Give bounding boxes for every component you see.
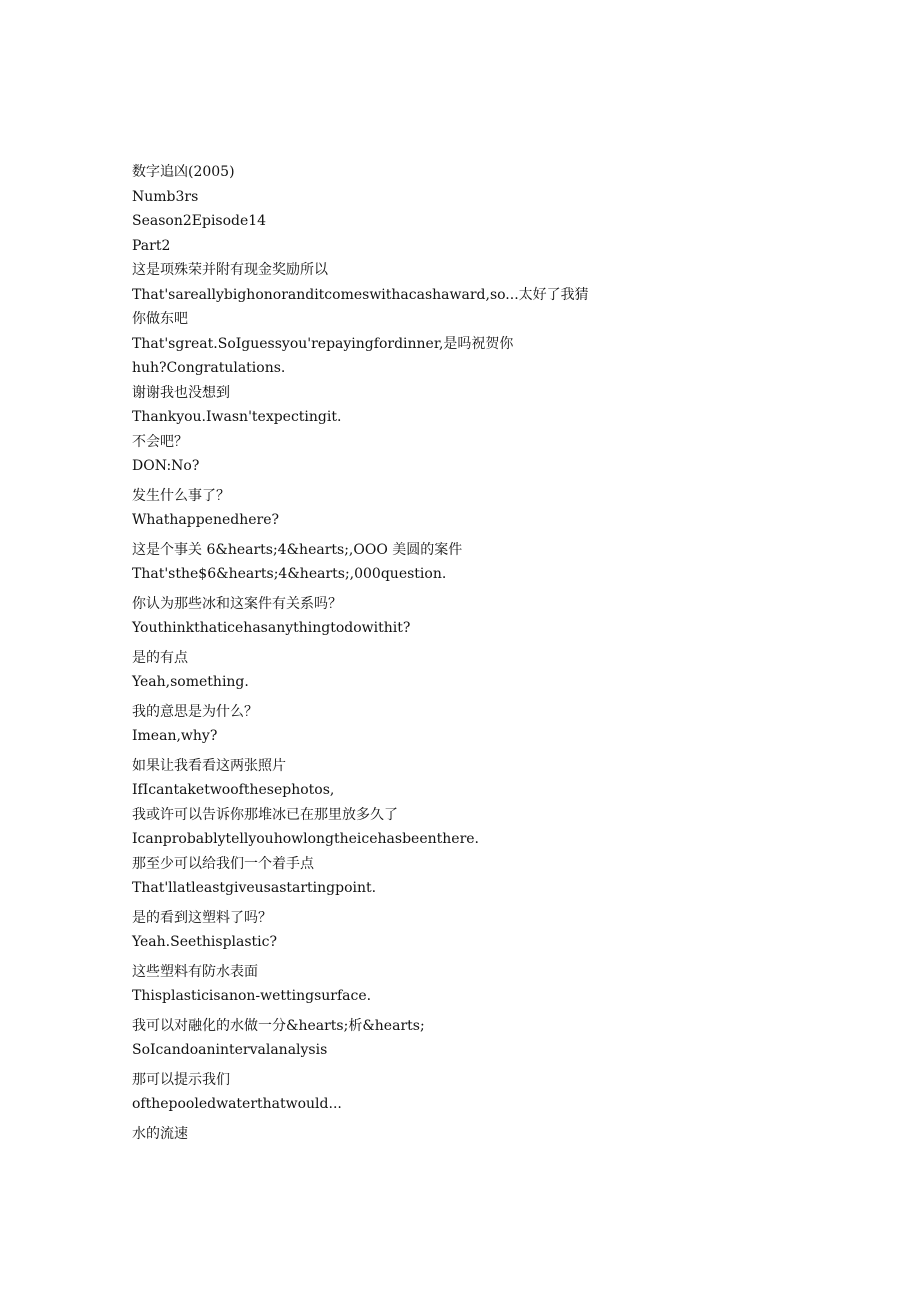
text-line: That'llatleastgiveusastartingpoint.: [132, 880, 377, 896]
text-line: 如果让我看看这两张照片: [132, 757, 286, 774]
text-line: ofthepooledwaterthatwould...: [132, 1096, 342, 1112]
text-line: 是的有点: [132, 649, 188, 666]
text-line: 我或许可以告诉你那堆冰已在那里放多久了: [132, 806, 398, 823]
text-line: 发生什么事了？: [132, 487, 230, 504]
text-line: Numb3rs: [132, 188, 199, 205]
text-line: 你做东吧: [132, 311, 188, 327]
text-line: Season2Episode14: [132, 213, 267, 229]
text-line: Part2: [132, 237, 171, 254]
text-line: Icanprobablytellyouhowlongtheicehasbeenthere.: [132, 831, 479, 847]
text-line: Youthinkthaticehasanythingtodowithit?: [132, 620, 411, 636]
text-line: 我的意思是为什么？: [132, 703, 258, 720]
text-line: Yeah.Seethisplastic?: [132, 934, 278, 950]
text-line: 数字追凶(2005): [132, 164, 235, 180]
text-line: 那可以提示我们: [132, 1071, 230, 1088]
text-line: That'sareallybighonoranditcomeswithacashaward,so...太好了我猜: [132, 286, 589, 303]
text-line: 这是项殊荣并附有现金奖励所以: [132, 262, 328, 278]
text-line: Whathappenedhere?: [132, 512, 279, 528]
text-line: 是的看到这塑料了吗？: [132, 909, 272, 926]
text-line: DON:No?: [132, 458, 200, 474]
text-line: 这些塑料有防水表面: [132, 963, 258, 980]
text-line: Thisplasticisanon-wettingsurface.: [132, 988, 372, 1004]
document-body: [132, 160, 772, 1146]
text-line: huh?Congratulations.: [132, 360, 286, 376]
text-line: 你认为那些冰和这案件有关系吗？: [132, 595, 342, 612]
text-line: That'sgreat.SoIguessyou'repayingfordinner,是吗祝贺你: [132, 335, 514, 352]
text-line: Imean,why?: [132, 728, 218, 744]
text-line: SoIcandoanintervalanalysis: [132, 1042, 328, 1058]
text-line: Thankyou.Iwasn'texpectingit.: [132, 409, 342, 425]
text-line: 这是个事关 6&hearts;4&hearts;,OOO 美圆的案件: [132, 541, 463, 558]
text-line: Yeah,something.: [132, 674, 249, 690]
text-line: 水的流速: [132, 1125, 188, 1142]
text-line: IfIcantaketwoofthesephotos,: [132, 782, 335, 798]
text-line: 我可以对融化的水做一分&hearts;析&hearts;: [132, 1017, 425, 1034]
text-line: 不会吧？: [132, 433, 188, 450]
text-line: 谢谢我也没想到: [132, 384, 230, 401]
text-line: 那至少可以给我们一个着手点: [132, 855, 314, 872]
text-line: That'sthe$6&hearts;4&hearts;,000question.: [132, 566, 447, 582]
